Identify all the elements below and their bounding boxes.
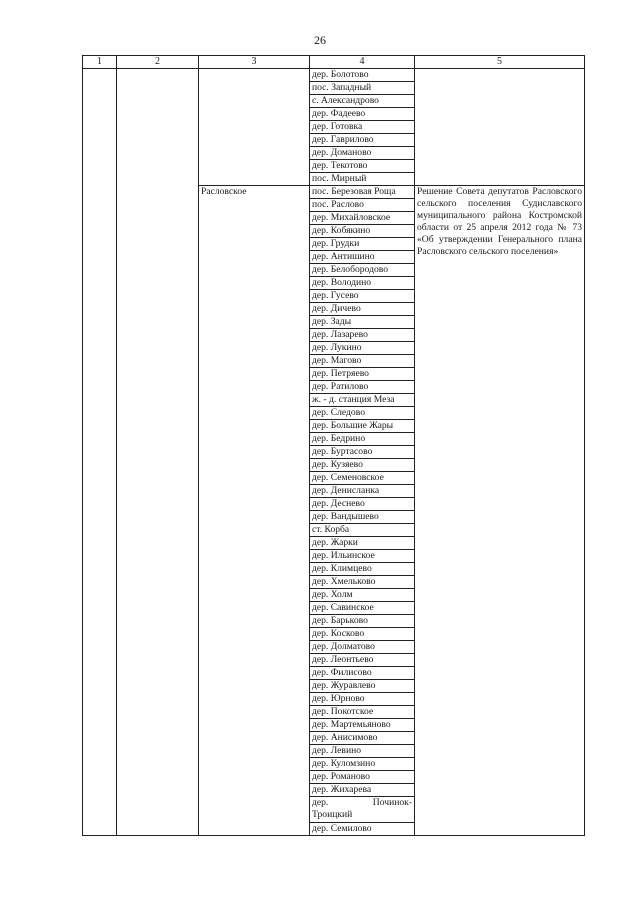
settlement-cell: дер. Гусево bbox=[310, 290, 415, 303]
settlement-cell: дер. Савинское bbox=[310, 602, 415, 615]
settlement-cell: дер. Климцево bbox=[310, 563, 415, 576]
settlement-cell: дер. Текотово bbox=[310, 160, 415, 173]
settlements-table bbox=[82, 55, 585, 836]
column-header-4: 4 bbox=[310, 56, 415, 69]
settlement-cell: дер. Деснево bbox=[310, 498, 415, 511]
settlement-cell: дер. Гаврилово bbox=[310, 134, 415, 147]
settlement-cell: дер. Кузяево bbox=[310, 459, 415, 472]
settlement-cell: дер. Семеновское bbox=[310, 472, 415, 485]
settlement-cell: дер. Покотское bbox=[310, 706, 415, 719]
settlement-cell: дер. Ратилово bbox=[310, 381, 415, 394]
settlement-cell: дер. Петряево bbox=[310, 368, 415, 381]
settlement-cell: дер. Анисимово bbox=[310, 732, 415, 745]
settlement-cell: дер. Журавлево bbox=[310, 680, 415, 693]
settlement-cell: дер. Болотово bbox=[310, 69, 415, 82]
settlement-cell: пос. Западный bbox=[310, 82, 415, 95]
document-cell-previous bbox=[415, 69, 585, 186]
settlement-prefix: дер. bbox=[312, 797, 329, 808]
settlement-cell: дер. Буртасово bbox=[310, 446, 415, 459]
column-header-1: 1 bbox=[83, 56, 117, 69]
settlement-cell: дер. Доманово bbox=[310, 147, 415, 160]
settlement-cell: ж. - д. станция Меза bbox=[310, 394, 415, 407]
settlement-cell: дер. Белобородово bbox=[310, 264, 415, 277]
settlement-cell: дер. Большие Жары bbox=[310, 420, 415, 433]
settlement-cell-wrapped bbox=[310, 797, 415, 823]
settlement-cell: дер. Барьково bbox=[310, 615, 415, 628]
settlement-cell: пос. Березовая Роща bbox=[310, 186, 415, 199]
settlement-cell: дер. Дичево bbox=[310, 303, 415, 316]
settlement-cell: дер. Лукино bbox=[310, 342, 415, 355]
settlement-cell: пос. Мирный bbox=[310, 173, 415, 186]
settlement-cell: дер. Лазарево bbox=[310, 329, 415, 342]
settlement-cell: дер. Следово bbox=[310, 407, 415, 420]
settlement-cell: дер. Романово bbox=[310, 771, 415, 784]
column-2-cell bbox=[117, 69, 199, 836]
settlement-cell: дер. Бедрино bbox=[310, 433, 415, 446]
settlement-cell: дер. Володино bbox=[310, 277, 415, 290]
settlement-cell: дер. Магово bbox=[310, 355, 415, 368]
settlement-cell: с. Александрово bbox=[310, 95, 415, 108]
settlement-cell: дер. Холм bbox=[310, 589, 415, 602]
settlement-cell: дер. Хмельково bbox=[310, 576, 415, 589]
municipality-name: Расловское bbox=[199, 186, 310, 836]
settlement-cell: дер. Фадеево bbox=[310, 108, 415, 121]
settlement-cell: дер. Кобякино bbox=[310, 225, 415, 238]
settlement-cell: ст. Корба bbox=[310, 524, 415, 537]
settlement-cell: дер. Зады bbox=[310, 316, 415, 329]
settlement-cell: дер. Юрново bbox=[310, 693, 415, 706]
settlement-cell: дер. Долматово bbox=[310, 641, 415, 654]
settlement-cell: дер. Готовка bbox=[310, 121, 415, 134]
legal-document-text: Решение Совета депутатов Расловского сельского поселения Судиславского муниципального района Костромской области от 25 апреля 2012 года № 73 «Об утверждении Генерального плана Расловского сельского поселения» bbox=[415, 186, 585, 836]
settlement-cell: дер. Жарки bbox=[310, 537, 415, 550]
municipality-cell-previous bbox=[199, 69, 310, 186]
settlement-cell: дер. Филисово bbox=[310, 667, 415, 680]
settlement-cell: дер. Михайловское bbox=[310, 212, 415, 225]
column-1-cell bbox=[83, 69, 117, 836]
settlement-cell: дер. Грудки bbox=[310, 238, 415, 251]
column-header-2: 2 bbox=[117, 56, 199, 69]
settlement-cell: дер. Куломзино bbox=[310, 758, 415, 771]
table-header bbox=[83, 56, 585, 69]
table-row bbox=[83, 69, 585, 82]
settlement-cell: дер. Леонтьево bbox=[310, 654, 415, 667]
settlement-name: Починок- bbox=[372, 797, 412, 808]
settlement-cell: дер. Левино bbox=[310, 745, 415, 758]
settlement-cell: дер. Вандышево bbox=[310, 511, 415, 524]
settlement-cell: дер. Мартемьяново bbox=[310, 719, 415, 732]
column-header-5: 5 bbox=[415, 56, 585, 69]
settlement-cell: дер. Косково bbox=[310, 628, 415, 641]
settlement-cell: дер. Антишино bbox=[310, 251, 415, 264]
settlement-name-continuation: Троицкий bbox=[312, 809, 353, 820]
settlement-cell: дер. Денисланка bbox=[310, 485, 415, 498]
table-body bbox=[83, 69, 585, 836]
settlement-cell: дер. Ильинское bbox=[310, 550, 415, 563]
settlement-cell: дер. Жихарева bbox=[310, 784, 415, 797]
settlement-cell: дер. Семилово bbox=[310, 823, 415, 836]
settlement-cell: пос. Раслово bbox=[310, 199, 415, 212]
column-header-3: 3 bbox=[199, 56, 310, 69]
page-number: 26 bbox=[314, 33, 326, 47]
